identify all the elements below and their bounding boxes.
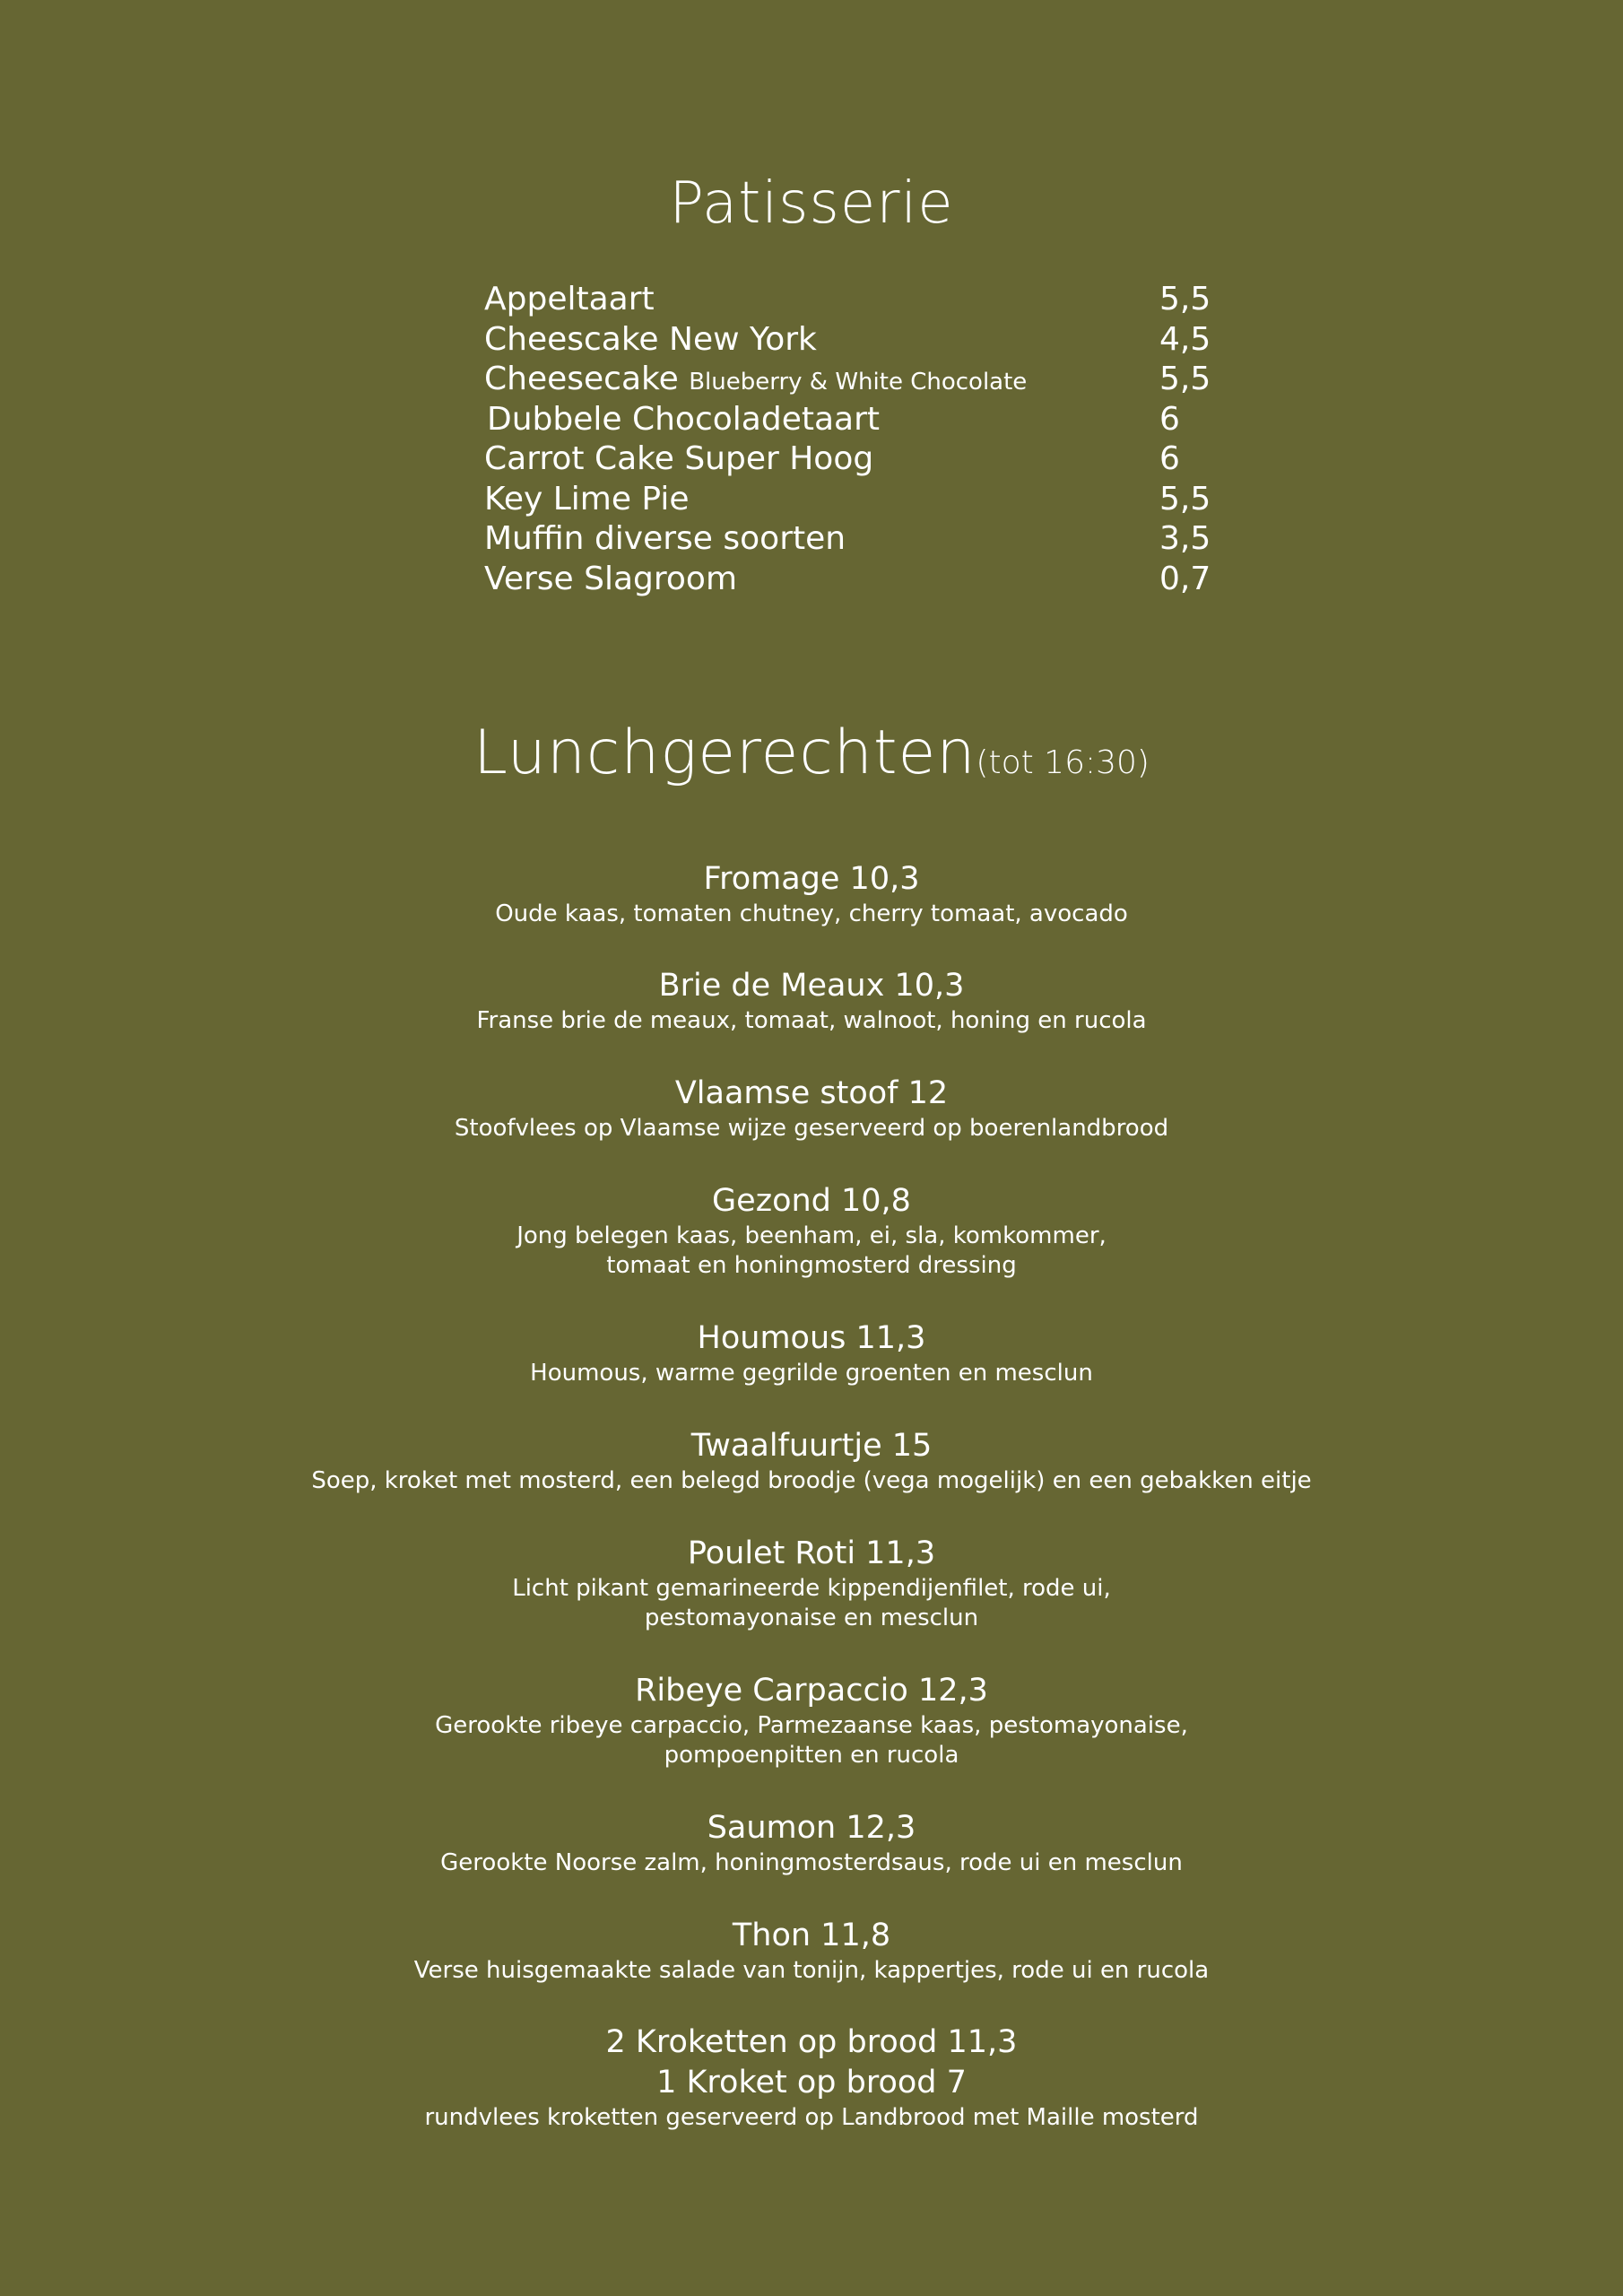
- lunch-dish: [0, 1426, 1623, 1496]
- patisserie-item-name: Key Lime Pie: [484, 480, 690, 517]
- dish-description-line2: tomaat en honingmosterd dressing: [606, 1252, 1017, 1279]
- dish-name: Fromage 10,3: [703, 861, 920, 897]
- lunch-dish: [0, 859, 1623, 929]
- dish-description: Soep, kroket met mosterd, een belegd broodje (vega mogelijk) en een gebakken eitje: [311, 1467, 1312, 1494]
- dish-name: Saumon 12,3: [707, 1810, 916, 1846]
- patisserie-item-name: Dubbele Chocoladetaart: [487, 400, 880, 438]
- dish-name: Brie de Meaux 10,3: [658, 968, 965, 1004]
- dish-name: Houmous 11,3: [697, 1320, 926, 1356]
- lunch-subtitle: (tot 16:30): [976, 744, 1150, 781]
- lunch-heading: [0, 718, 1623, 788]
- patisserie-item-name: Muffin diverse soorten: [484, 520, 846, 557]
- dish-description: Gerookte ribeye carpaccio, Parmezaanse kaas, pestomayonaise,: [435, 1712, 1188, 1739]
- patisserie-item-subtitle: Blueberry & White Chocolate: [689, 369, 1028, 396]
- dish-name-line2: 1 Kroket op brood 7: [656, 2065, 967, 2100]
- dish-name: Gezond 10,8: [712, 1183, 911, 1219]
- dish-description: Stoofvlees op Vlaamse wijze geserveerd op boerenlandbrood: [454, 1115, 1169, 1142]
- lunch-dish: [0, 966, 1623, 1036]
- patisserie-item-name-wrap: [484, 360, 1027, 403]
- patisserie-item-price: 5,5: [1159, 281, 1211, 317]
- dish-description: Verse huisgemaakte salade van tonijn, kappertjes, rode ui en rucola: [413, 1957, 1210, 1984]
- dish-description: Houmous, warme gegrilde groenten en mesclun: [530, 1360, 1093, 1387]
- dish-description: Franse brie de meaux, tomaat, walnoot, honing en rucola: [476, 1007, 1147, 1034]
- lunch-dish: [0, 1534, 1623, 1633]
- patisserie-item: [484, 360, 1219, 400]
- patisserie-item-name: Cheesecake: [484, 361, 679, 397]
- patisserie-item-price: 3,5: [1159, 520, 1211, 557]
- patisserie-item-price: 0,7: [1159, 560, 1211, 597]
- lunch-dish: [0, 1808, 1623, 1878]
- patisserie-item-name: Verse Slagroom: [484, 560, 738, 597]
- patisserie-item-price: 4,5: [1159, 320, 1211, 358]
- patisserie-item: [484, 519, 1219, 560]
- lunch-dish: [0, 1318, 1623, 1388]
- dish-name: Twaalfuurtje 15: [690, 1428, 933, 1464]
- lunch-dish: [0, 2022, 1623, 2133]
- patisserie-item: [484, 439, 1219, 480]
- patisserie-item: [484, 560, 1219, 600]
- lunch-dish: [0, 1916, 1623, 1986]
- dish-description: Jong belegen kaas, beenham, ei, sla, komkommer,: [516, 1222, 1107, 1249]
- dish-name: Thon 11,8: [732, 1918, 891, 1953]
- lunch-dish: [0, 1074, 1623, 1144]
- patisserie-item: [484, 320, 1219, 361]
- patisserie-item: [484, 280, 1219, 320]
- patisserie-list: [484, 280, 1219, 599]
- lunch-dish: [0, 1671, 1623, 1770]
- lunch-dish: [0, 1181, 1623, 1281]
- patisserie-item-name: Carrot Cake Super Hoog: [484, 440, 874, 477]
- patisserie-item-name: Appeltaart: [484, 281, 655, 317]
- dish-description: Oude kaas, tomaten chutney, cherry tomaat, avocado: [495, 900, 1128, 927]
- dish-name: Vlaamse stoof 12: [674, 1075, 949, 1111]
- dish-name: Poulet Roti 11,3: [687, 1535, 936, 1571]
- dish-description: rundvlees kroketten geserveerd op Landbrood met Maille mosterd: [424, 2104, 1199, 2131]
- dish-name: 2 Kroketten op brood 11,3: [605, 2024, 1018, 2060]
- patisserie-item-price: 6: [1159, 400, 1180, 438]
- patisserie-item: [484, 400, 1219, 440]
- patisserie-title: Patisserie: [669, 170, 954, 237]
- dish-description: Licht pikant gemarineerde kippendijenfilet, rode ui,: [512, 1575, 1111, 1602]
- dish-description-line2: pompoenpitten en rucola: [664, 1742, 959, 1769]
- dish-description: Gerookte Noorse zalm, honingmosterdsaus, rode ui en mesclun: [440, 1849, 1183, 1876]
- dish-name: Ribeye Carpaccio 12,3: [635, 1673, 988, 1709]
- patisserie-item-price: 5,5: [1159, 480, 1211, 517]
- lunch-title: Lunchgerechten: [473, 718, 976, 788]
- patisserie-item-price: 6: [1159, 440, 1180, 477]
- patisserie-item-price: 5,5: [1159, 361, 1211, 397]
- patisserie-item: [484, 480, 1219, 520]
- patisserie-item-name: Cheescake New York: [484, 320, 817, 358]
- dish-description-line2: pestomayonaise en mesclun: [644, 1605, 979, 1631]
